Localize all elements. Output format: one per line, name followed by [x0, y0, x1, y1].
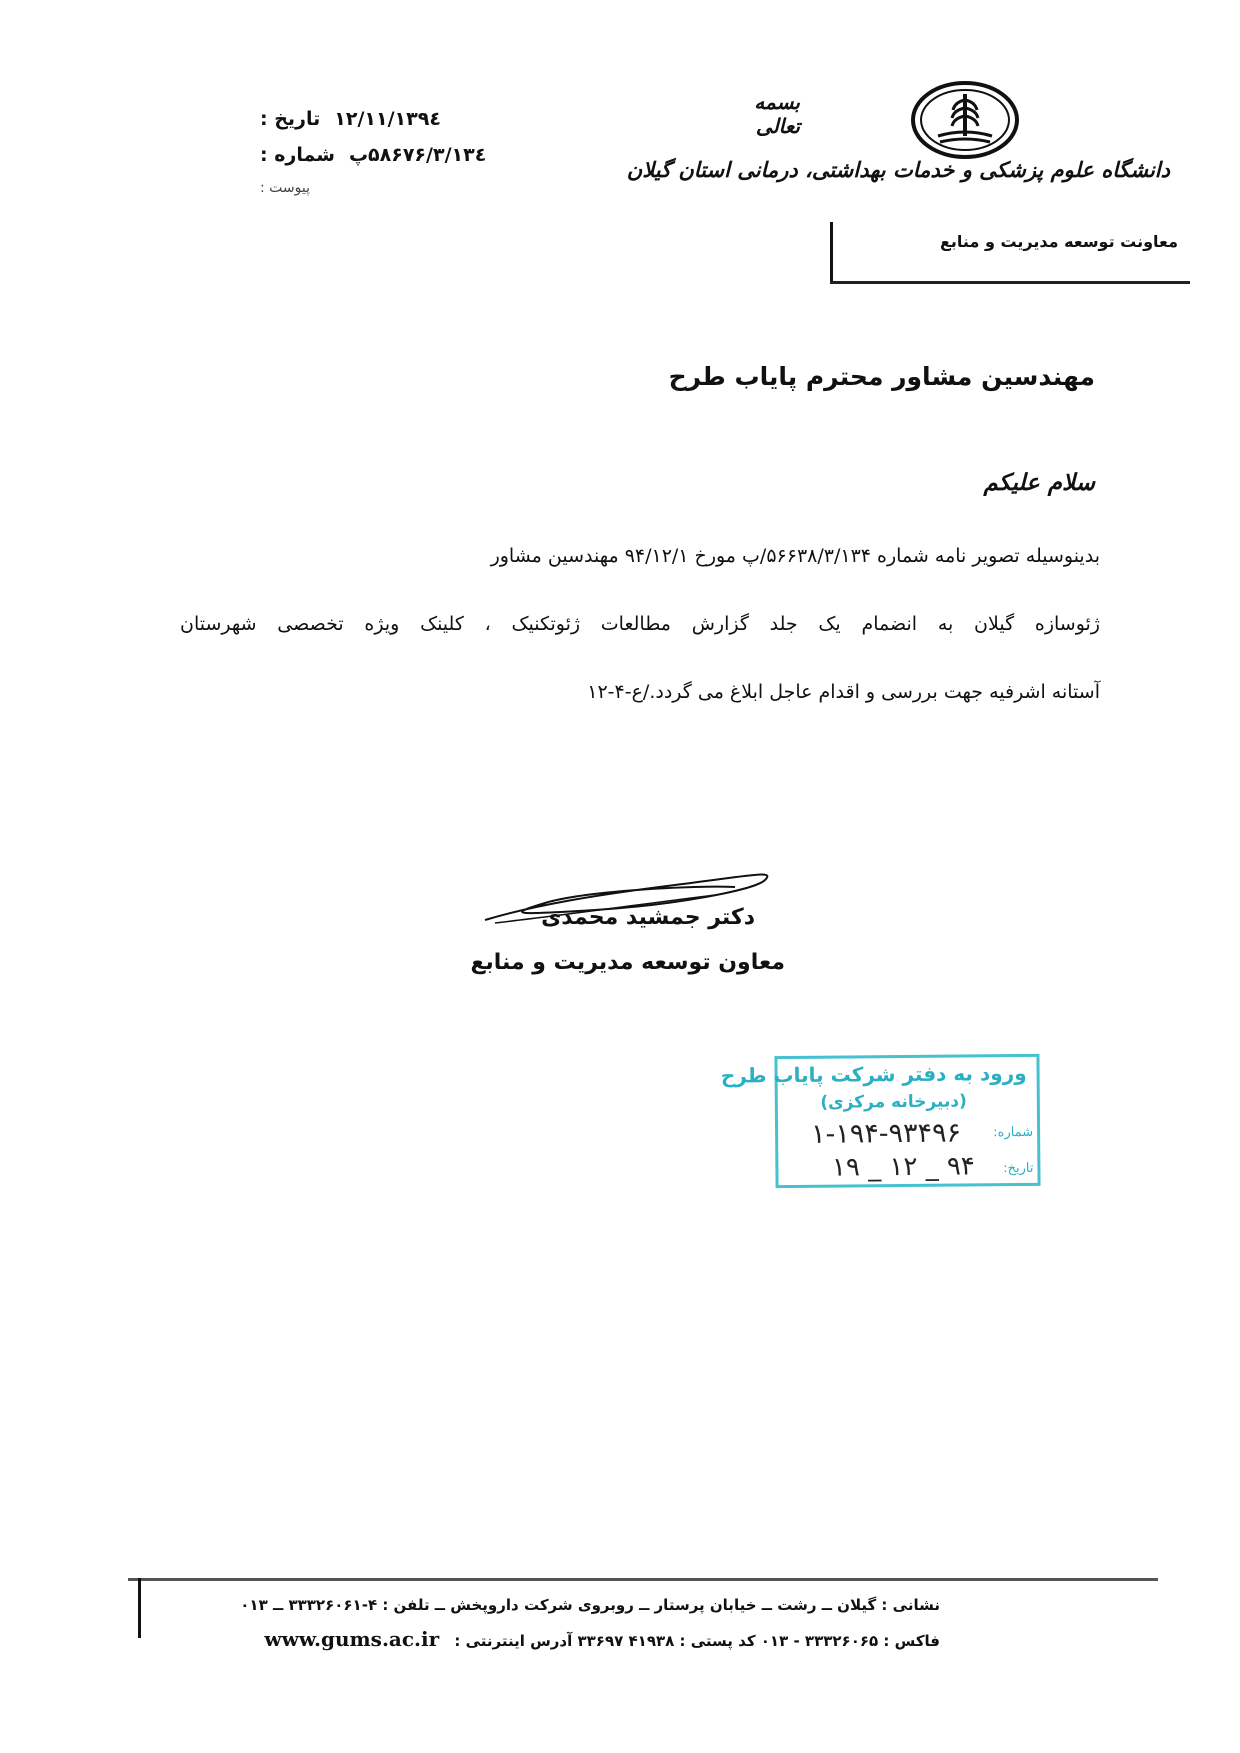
stamp-number-label: شماره: — [993, 1124, 1034, 1141]
signer-title: معاون توسعه مدیریت و منابع — [470, 950, 785, 975]
footer-bracket — [138, 1578, 141, 1638]
body-line: ژئوسازه گیلان به انضمام یک جلد گزارش مطالعات ژئوتکنیک ، کلینک ویژه تخصصی شهرستان — [180, 613, 1100, 635]
letter-body — [180, 522, 1100, 726]
footer-contact — [264, 1627, 940, 1651]
department-box-border — [830, 222, 833, 284]
attachment-label: پیوست : — [260, 180, 310, 196]
department-box — [830, 222, 1190, 284]
date-row — [260, 108, 520, 130]
footer-address: نشانی : گیلان ــ رشت ــ خیابان پرستار ــ روبروی شرکت داروپخش ــ تلفن : ۴-۳۳۳۲۶۰۶۱ ــ ۰۱۳ — [240, 1596, 940, 1614]
stamp-date-value: ۹۴ _ ۱۲ _ ۱۹ — [831, 1151, 975, 1183]
university-name: دانشگاه علوم پزشکی و خدمات بهداشتی، درمانی استان گیلان — [626, 158, 1170, 182]
bismillah: بسمه تعالی — [754, 90, 800, 138]
number-value: ۳/۱۳٤/۵۸۶۷۶پ — [348, 144, 487, 166]
date-label: تاریخ : — [260, 108, 321, 130]
greeting: سلام علیکم — [983, 470, 1095, 496]
department-box-underline — [830, 281, 1190, 284]
body-line: آستانه اشرفیه جهت بررسی و اقدام عاجل ابلاغ می گردد./ع-۴-۱۲ — [587, 681, 1100, 703]
department-label: معاونت توسعه مدیریت و منابع — [939, 232, 1178, 251]
stamp-subtitle: (دبیرخانه مرکزی) — [820, 1091, 967, 1113]
addressee: مهندسین مشاور محترم پایاب طرح — [668, 362, 1095, 391]
stamp-number-value: ۱-۱۹۴-۹۳۴۹۶ — [810, 1117, 962, 1150]
signer-name: دکتر جمشید محمدی — [541, 905, 755, 930]
date-value: ۱۳۹٤/۱۲/۱۱ — [334, 108, 441, 130]
stamp-date-label: تاریخ: — [1003, 1160, 1034, 1177]
footer-fax-postal: فاکس : ۳۳۳۲۶۰۶۵ - ۰۱۳ کد پستی : ۴۱۹۳۸ ۳۳۶۹۷ آدرس اینترنتی : — [454, 1632, 940, 1650]
number-row — [260, 144, 520, 166]
stamp-title: ورود به دفتر شرکت پایاب طرح — [720, 1060, 1027, 1088]
university-logo — [910, 80, 1020, 160]
footer-divider — [128, 1578, 1158, 1581]
receipt-stamp — [720, 1054, 1040, 1188]
footer-website-link[interactable]: www.gums.ac.ir — [264, 1627, 440, 1651]
body-line: بدینوسیله تصویر نامه شماره ۵۶۶۳۸/۳/۱۳۴/پ مورخ ۹۴/۱۲/۱ مهندسین مشاور — [490, 545, 1100, 567]
letter-meta — [260, 108, 520, 210]
attachment-row — [260, 180, 520, 196]
number-label: شماره : — [260, 144, 335, 166]
